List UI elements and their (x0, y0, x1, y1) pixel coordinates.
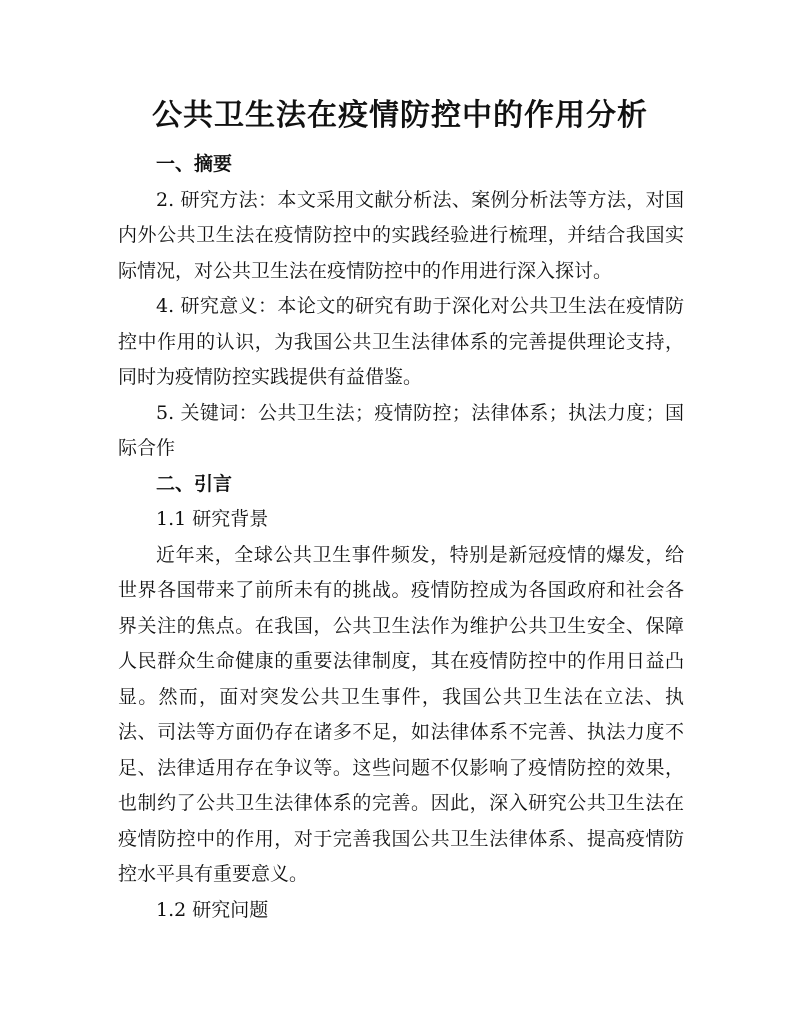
subsection-heading-questions: 1.2 研究问题 (156, 898, 269, 921)
abstract-heading: 一、摘要 (156, 153, 233, 175)
intro-heading: 二、引言 (156, 472, 233, 495)
abstract-paragraph-significance: 4. 研究意义：本论文的研究有助于深化对公共卫生法在疫情防控中作用的认识，为我国公共卫生法律体系的完善提供理论支持，同时为疫情防控实践提供有益借鉴。 (118, 295, 684, 388)
document-body (118, 147, 684, 928)
background-paragraph: 近年来，全球公共卫生事件频发，特别是新冠疫情的爆发，给世界各国带来了前所未有的挑战。疫情防控成为各国政府和社会各界关注的焦点。在我国，公共卫生法作为维护公共卫生安全、保障人民群众生命健康的重要法律制度，其在疫情防控中的作用日益凸显。然而，面对突发公共卫生事件，我国公共卫生法在立法、执法、司法等方面仍存在诸多不足，如法律体系不完善、执法力度不足、法律适用存在争议等。这些问题不仅影响了疫情防控的效果，也制约了公共卫生法律体系的完善。因此，深入研究公共卫生法在疫情防控中的作用，对于完善我国公共卫生法律体系、提高疫情防控水平具有重要意义。 (118, 543, 684, 885)
abstract-paragraph-keywords: 5. 关键词：公共卫生法；疫情防控；法律体系；执法力度；国际合作 (118, 401, 684, 459)
document-title: 公共卫生法在疫情防控中的作用分析 (152, 98, 648, 133)
subsection-heading-background: 1.1 研究背景 (156, 508, 269, 530)
abstract-paragraph-method: 2. 研究方法：本文采用文献分析法、案例分析法等方法，对国内外公共卫生法在疫情防控中的实践经验进行梳理，并结合我国实际情况，对公共卫生法在疫情防控中的作用进行深入探讨。 (118, 188, 684, 282)
